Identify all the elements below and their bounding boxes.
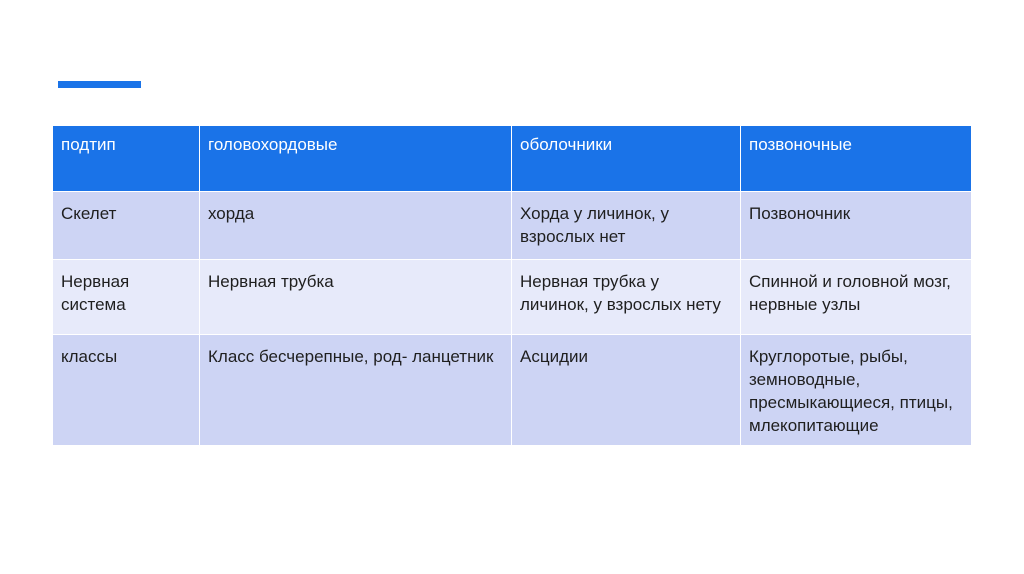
accent-bar (58, 81, 141, 88)
header-cell-subtype: подтип (53, 126, 200, 192)
table-cell: Круглоротые, рыбы, земноводные, пресмыкающиеся, птицы, млекопитающие (741, 335, 972, 446)
table-cell: Нервная система (53, 260, 200, 335)
table-row (53, 192, 972, 260)
table-row (53, 260, 972, 335)
table-cell: Позвоночник (741, 192, 972, 260)
table-cell: Спинной и головной мозг, нервные узлы (741, 260, 972, 335)
table-cell: Асцидии (512, 335, 741, 446)
table-cell: Скелет (53, 192, 200, 260)
table-cell: классы (53, 335, 200, 446)
table-cell: Нервная трубка (200, 260, 512, 335)
header-cell-vertebrates: позвоночные (741, 126, 972, 192)
table-cell: Нервная трубка у личинок, у взрослых нету (512, 260, 741, 335)
comparison-table (52, 125, 972, 446)
table-header-row (53, 126, 972, 192)
table-cell: Хорда у личинок, у взрослых нет (512, 192, 741, 260)
table-cell: хорда (200, 192, 512, 260)
table-row (53, 335, 972, 446)
header-cell-tunicates: оболочники (512, 126, 741, 192)
table-cell: Класс бесчерепные, род- ланцетник (200, 335, 512, 446)
header-cell-cephalochordates: головохордовые (200, 126, 512, 192)
